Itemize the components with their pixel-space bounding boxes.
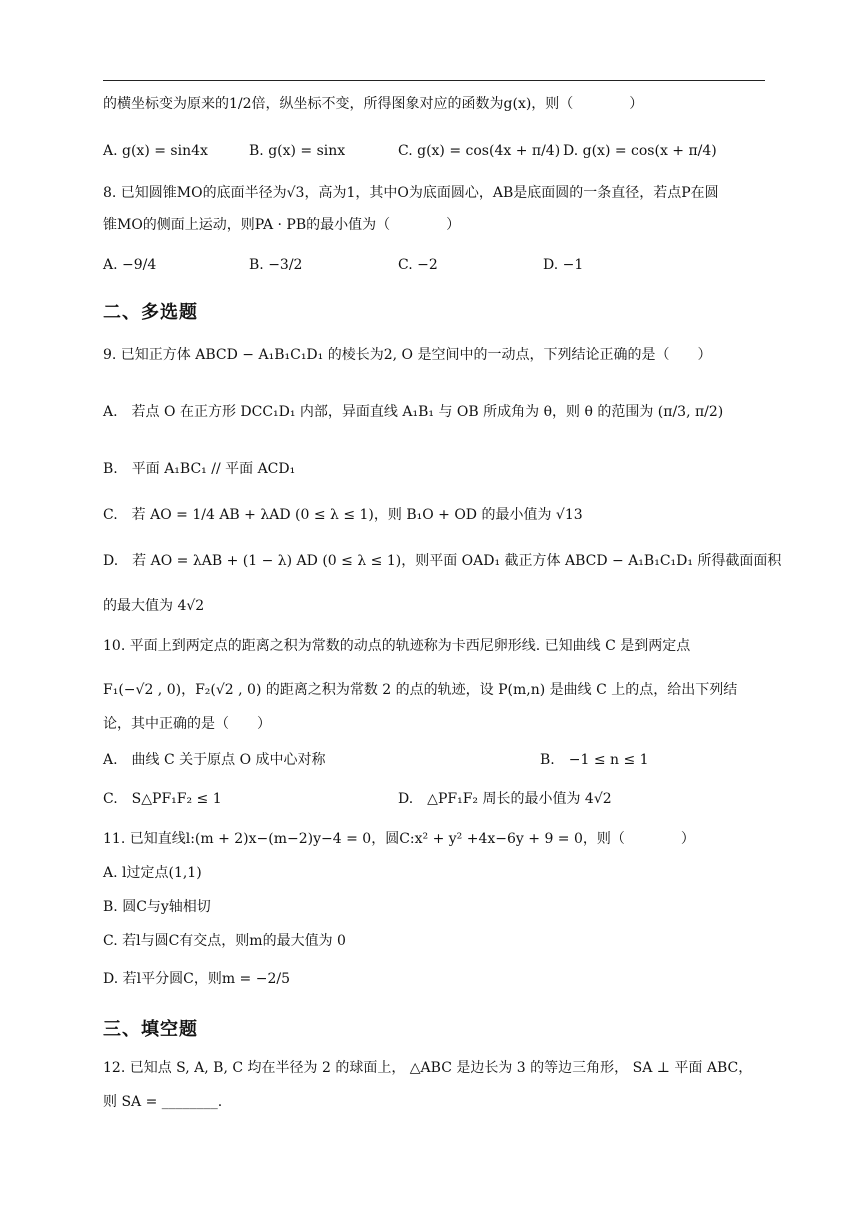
- q9-option-c: C. 若 AO = 1/4 AB + λAD (0 ≤ λ ≤ 1)，则 B₁O + OD 的最小值为 √13: [103, 507, 583, 523]
- q10-stem-line3: 论，其中正确的是（ ）: [103, 716, 271, 732]
- q7-option-c: C. g(x) = cos(4x + π/4): [398, 143, 561, 159]
- q10-option-d: D. △PF₁F₂ 周长的最小值为 4√2: [398, 791, 612, 807]
- q8-stem-line2: 锥MO的侧面上运动，则PA · PB的最小值为（ ）: [103, 217, 461, 233]
- q10-option-b: B. −1 ≤ n ≤ 1: [540, 752, 649, 768]
- q12-stem-line2: 则 SA = ________.: [103, 1094, 223, 1110]
- q10-stem-line2: F₁(−√2 , 0)，F₂(√2 , 0) 的距离之积为常数 2 的点的轨迹，设 P(m,n) 是曲线 C 上的点，给出下列结: [103, 682, 738, 698]
- q7-option-b: B. g(x) = sinx: [249, 143, 346, 159]
- q11-option-a: A. l过定点(1,1): [103, 865, 202, 881]
- section-title-multiple-choice: 二、多选题: [103, 302, 198, 323]
- q7-continuation: 的横坐标变为原来的1/2倍，纵坐标不变，所得图象对应的函数为g(x)，则（ ）: [103, 96, 644, 112]
- q11-stem: 11. 已知直线l:(m + 2)x−(m−2)y−4 = 0，圆C:x² + y² +4x−6y + 9 = 0，则（ ）: [103, 831, 695, 847]
- q8-option-a: A. −9/4: [103, 257, 157, 273]
- q11-option-d: D. 若l平分圆C，则m = −2/5: [103, 971, 290, 987]
- q7-option-a: A. g(x) = sin4x: [103, 143, 208, 159]
- q10-option-a: A. 曲线 C 关于原点 O 成中心对称: [103, 752, 326, 768]
- q7-option-d: D. g(x) = cos(x + π/4): [563, 143, 717, 159]
- q9-option-d-line1: D. 若 AO = λAB + (1 − λ) AD (0 ≤ λ ≤ 1)，则平面 OAD₁ 截正方体 ABCD − A₁B₁C₁D₁ 所得截面面积: [103, 553, 782, 569]
- q8-option-b: B. −3/2: [249, 257, 303, 273]
- q10-stem-line1: 10. 平面上到两定点的距离之积为常数的动点的轨迹称为卡西尼卵形线. 已知曲线 C 是到两定点: [103, 638, 691, 654]
- q9-option-d-line2: 的最大值为 4√2: [103, 598, 205, 614]
- section-title-fill-in: 三、填空题: [103, 1019, 198, 1040]
- q8-stem-line1: 8. 已知圆锥MO的底面半径为√3，高为1，其中O为底面圆心，AB是底面圆的一条直径，若点P在圆: [103, 185, 719, 201]
- q9-option-b: B. 平面 A₁BC₁ // 平面 ACD₁: [103, 461, 296, 477]
- q12-stem-line1: 12. 已知点 S, A, B, C 均在半径为 2 的球面上， △ABC 是边长为 3 的等边三角形， SA ⊥ 平面 ABC，: [103, 1060, 753, 1076]
- q9-option-a: A. 若点 O 在正方形 DCC₁D₁ 内部，异面直线 A₁B₁ 与 OB 所成角为 θ，则 θ 的范围为 (π/3, π/2): [103, 404, 724, 420]
- q10-option-c: C. S△PF₁F₂ ≤ 1: [103, 791, 222, 807]
- q11-option-c: C. 若l与圆C有交点，则m的最大值为 0: [103, 933, 346, 949]
- q8-option-d: D. −1: [543, 257, 584, 273]
- q8-option-c: C. −2: [398, 257, 438, 273]
- q9-stem: 9. 已知正方体 ABCD − A₁B₁C₁D₁ 的棱长为2, O 是空间中的一动点，下列结论正确的是（ ）: [103, 347, 712, 363]
- header-rule: [103, 80, 765, 81]
- q11-option-b: B. 圆C与y轴相切: [103, 899, 211, 915]
